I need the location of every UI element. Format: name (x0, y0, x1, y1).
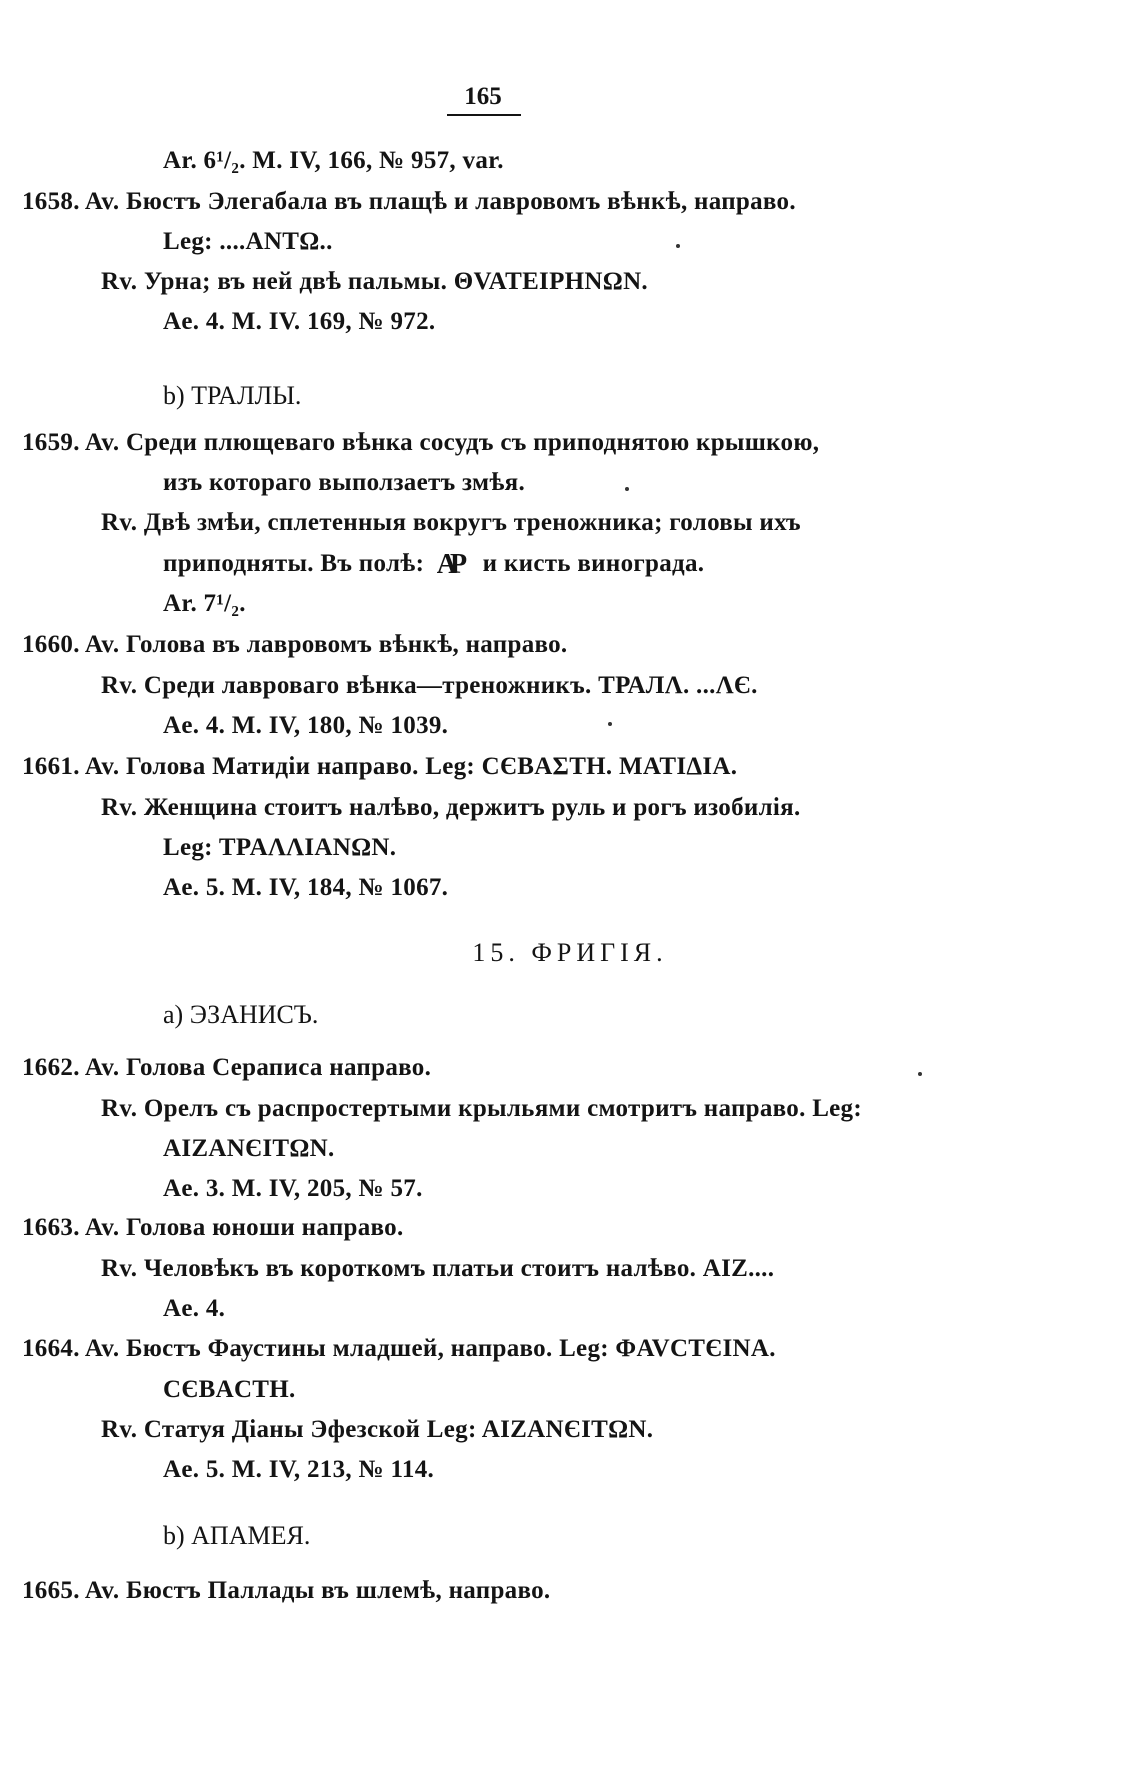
entry-1659-obverse: 1659. Av. Среди плющеваго вѣнка сосудъ съ приподнятою крышкою, (22, 429, 820, 456)
text-line: Ar. 6¹/₂. M. IV, 166, № 957, var. (163, 147, 504, 174)
scan-speck (608, 722, 612, 726)
section-heading-phrygia: 15. ФРИГІЯ. (472, 938, 668, 967)
text-fragment: приподняты. Въ полѣ: (163, 550, 425, 577)
page-number: 165 (464, 83, 502, 110)
text-line: Ae. 3. M. IV, 205, № 57. (163, 1175, 423, 1202)
text-line: Ae. 5. M. IV, 213, № 114. (163, 1456, 435, 1483)
scan-speck (676, 244, 680, 248)
text-line: изъ котораго выползаетъ змѣя. (163, 469, 525, 496)
entry-1660-reverse: Rv. Среди лавроваго вѣнка—треножникъ. ТРАЛΛ. ...ΛЄ. (101, 672, 758, 699)
subsection-heading-apameia: b) АПАМЕЯ. (163, 1521, 311, 1550)
entry-1661-obverse: 1661. Av. Голова Матидіи направо. Leg: CЄBAΣTH. MATIΔIA. (22, 753, 738, 780)
page-number-rule (447, 114, 521, 116)
scan-speck (918, 1072, 922, 1076)
entry-1658-obverse: 1658. Av. Бюстъ Элегабала въ плащѣ и лавровомъ вѣнкѣ, направо. (22, 188, 796, 215)
scan-speck (625, 487, 629, 491)
entry-1663-obverse: 1663. Av. Голова юноши направо. (22, 1214, 404, 1241)
text-line: Ae. 4. M. IV. 169, № 972. (163, 308, 436, 335)
text-line-with-monogram (163, 548, 704, 579)
entry-1660-obverse: 1660. Av. Голова въ лавровомъ вѣнкѣ, направо. (22, 631, 568, 658)
entry-1664-obverse: 1664. Av. Бюстъ Фаустины младшей, направо. Leg: ΦAVCTЄINA. (22, 1335, 776, 1362)
entry-1661-reverse: Rv. Женщина стоитъ налѣво, держитъ руль и рогъ изобилія. (101, 794, 801, 821)
monogram-ar: ΑΡ (436, 549, 461, 580)
entry-1659-reverse: Rv. Двѣ змѣи, сплетенныя вокругъ треножника; головы ихъ (101, 509, 801, 536)
text-fragment: и кисть винограда. (482, 550, 705, 577)
text-line: AIZANЄITΩN. (163, 1135, 335, 1162)
text-line: Ae. 5. M. IV, 184, № 1067. (163, 874, 449, 901)
text-line: Ar. 7¹/₂. (163, 590, 246, 617)
text-line: Ae. 4. (163, 1295, 226, 1322)
entry-1663-reverse: Rv. Человѣкъ въ короткомъ платьи стоитъ налѣво. AIZ.... (101, 1255, 775, 1282)
entry-1662-reverse: Rv. Орелъ съ распростертыми крыльями смотритъ направо. Leg: (101, 1095, 862, 1122)
entry-1665-obverse: 1665. Av. Бюстъ Паллады въ шлемѣ, направо. (22, 1577, 551, 1604)
section-heading-tralles: b) ТРАЛЛЫ. (163, 381, 302, 410)
text-line: CЄBACTH. (163, 1376, 296, 1403)
text-line: Ae. 4. M. IV, 180, № 1039. (163, 712, 449, 739)
text-line: Leg: TPAΛΛIANΩN. (163, 834, 397, 861)
text-line: Leg: ....ANTΩ.. (163, 228, 333, 255)
entry-1658-reverse: Rv. Урна; въ ней двѣ пальмы. ΘVATEIPHNΩN. (101, 268, 648, 295)
subsection-heading-aezanis: a) ЭЗАНИСЪ. (163, 1000, 319, 1029)
entry-1662-obverse: 1662. Av. Голова Сераписа направо. (22, 1054, 432, 1081)
entry-1664-reverse: Rv. Статуя Діаны Эфезской Leg: AIZANЄITΩN. (101, 1416, 654, 1443)
